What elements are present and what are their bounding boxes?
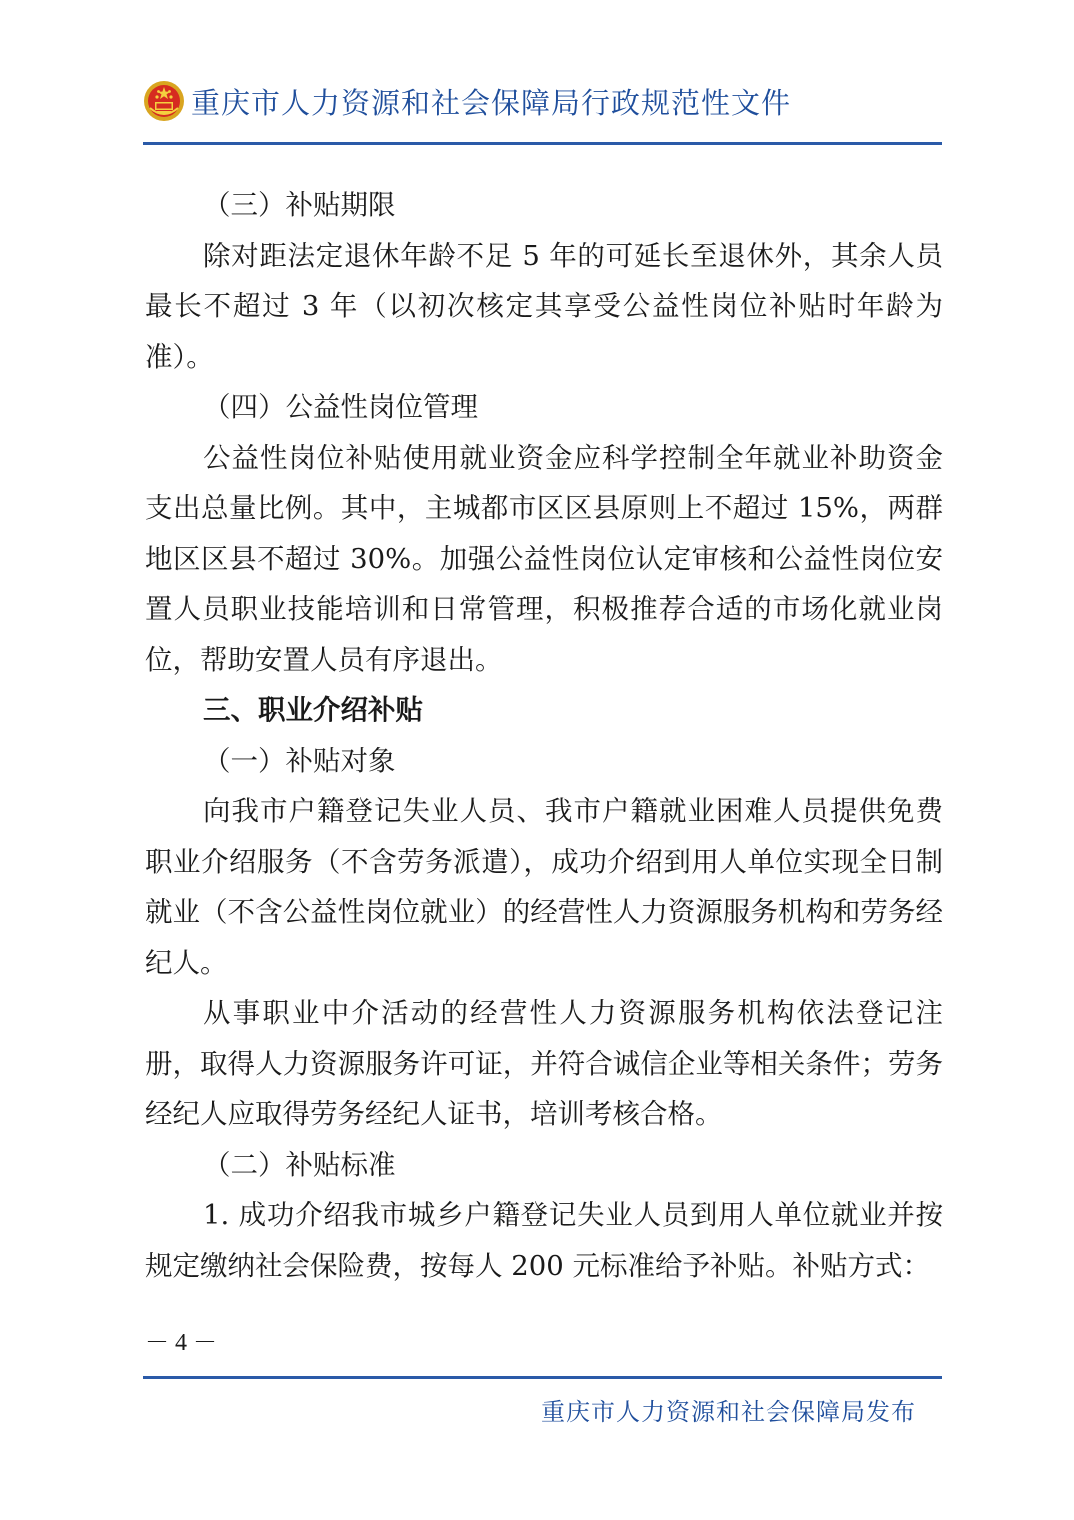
paragraph-subsidy-standard-1: 1. 成功介绍我市城乡户籍登记失业人员到用人单位就业并按规定缴纳社会保险费，按每人 200 元标准给予补贴。补贴方式： xyxy=(145,1199,943,1282)
header-divider xyxy=(143,142,942,145)
paragraph-post-management: 公益性岗位补贴使用就业资金应科学控制全年就业补助资金支出总量比例。其中，主城都市区区县原则上不超过 15%，两群地区区县不超过 30%。加强公益性岗位认定审核和公益性岗位安置人员职业技能培训和日常管理，积极推荐合适的市场化就业岗位，帮助安置人员有序退出。 xyxy=(145,441,943,676)
footer-divider xyxy=(143,1376,942,1379)
paragraph-agency-requirements: 从事职业中介活动的经营性人力资源服务机构依法登记注册，取得人力资源服务许可证，并符合诚信企业等相关条件；劳务经纪人应取得劳务经纪人证书，培训考核合格。 xyxy=(145,997,943,1130)
document-body xyxy=(145,180,943,1291)
footer-publisher: 重庆市人力资源和社会保障局发布 xyxy=(541,1398,916,1426)
subheading-subsidy-target: （一）补贴对象 xyxy=(203,744,396,777)
page-number: － 4 － xyxy=(145,1330,217,1356)
section-heading-job-referral: 三、职业介绍补贴 xyxy=(203,694,423,726)
paragraph-subsidy-target: 向我市户籍登记失业人员、我市户籍就业困难人员提供免费职业介绍服务（不含劳务派遣），成功介绍到用人单位实现全日制就业（不含公益性岗位就业）的经营性人力资源服务机构和劳务经纪人。 xyxy=(145,795,943,979)
paragraph-subsidy-period: 除对距法定退休年龄不足 5 年的可延长至退休外，其余人员最长不超过 3 年（以初次核定其享受公益性岗位补贴时年龄为准）。 xyxy=(145,239,943,373)
subheading-subsidy-period: （三）补贴期限 xyxy=(203,189,396,221)
subheading-subsidy-standard: （二）补贴标准 xyxy=(203,1148,396,1181)
subheading-post-management: （四）公益性岗位管理 xyxy=(203,391,478,423)
national-emblem-icon xyxy=(143,80,185,122)
document-header xyxy=(143,76,943,126)
header-title: 重庆市人力资源和社会保障局行政规范性文件 xyxy=(191,85,792,120)
